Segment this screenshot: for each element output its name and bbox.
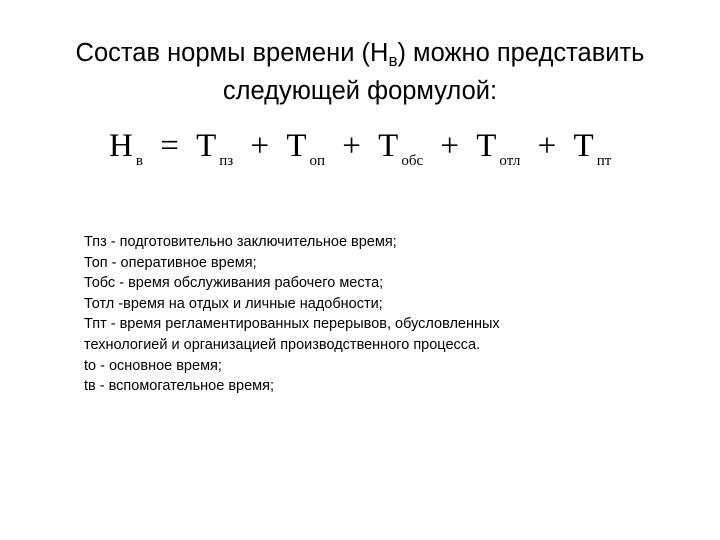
term-symbol: Т	[378, 128, 399, 164]
formula-term	[378, 124, 423, 168]
term-symbol: Т	[196, 128, 217, 164]
title-text-start: Состав нормы времени (Н	[75, 39, 389, 67]
definition-item: Тобс - время обслуживания рабочего места;	[84, 275, 384, 292]
definition-item: Топ - оперативное время;	[84, 254, 257, 271]
formula-lhs-subscript: в	[135, 153, 143, 169]
formula-plus: +	[250, 128, 270, 164]
title-subscript: в	[388, 51, 398, 70]
formula-plus: +	[537, 128, 557, 164]
term-symbol: Т	[573, 128, 594, 164]
formula-term	[286, 124, 325, 168]
definition-item: to - основное время;	[84, 357, 222, 374]
term-subscript: отл	[499, 153, 521, 169]
definition-item: Тотл -время на отдых и личные надобности;	[84, 295, 383, 312]
term-subscript: оп	[309, 153, 326, 169]
formula-term	[574, 124, 612, 168]
definition-item: технологией и организацией производственного процесса.	[84, 336, 481, 353]
title-line-1	[0, 34, 720, 72]
time-norm-formula	[109, 124, 611, 168]
definition-item: Тпт - время регламентированных перерывов, обусловленных	[84, 316, 500, 333]
definitions-list	[84, 232, 684, 397]
formula-lhs	[109, 124, 143, 168]
title-text-end: ) можно представить	[397, 39, 645, 67]
term-subscript: обс	[401, 153, 424, 169]
formula-term	[476, 124, 520, 168]
formula-term	[196, 124, 233, 168]
title-line-2: следующей формулой:	[222, 77, 498, 105]
formula-equals: =	[160, 128, 179, 164]
term-symbol: Т	[476, 128, 497, 164]
formula-plus: +	[440, 128, 459, 164]
definition-item: tв - вспомогательное время;	[84, 378, 274, 395]
slide-title	[0, 34, 720, 110]
definition-item: Тпз - подготовительно заключительное время;	[84, 234, 397, 250]
term-subscript: пз	[219, 153, 234, 169]
term-subscript: пт	[596, 153, 612, 169]
formula-lhs-symbol: Н	[109, 128, 133, 164]
formula-plus: +	[342, 128, 361, 164]
term-symbol: Т	[286, 128, 307, 164]
